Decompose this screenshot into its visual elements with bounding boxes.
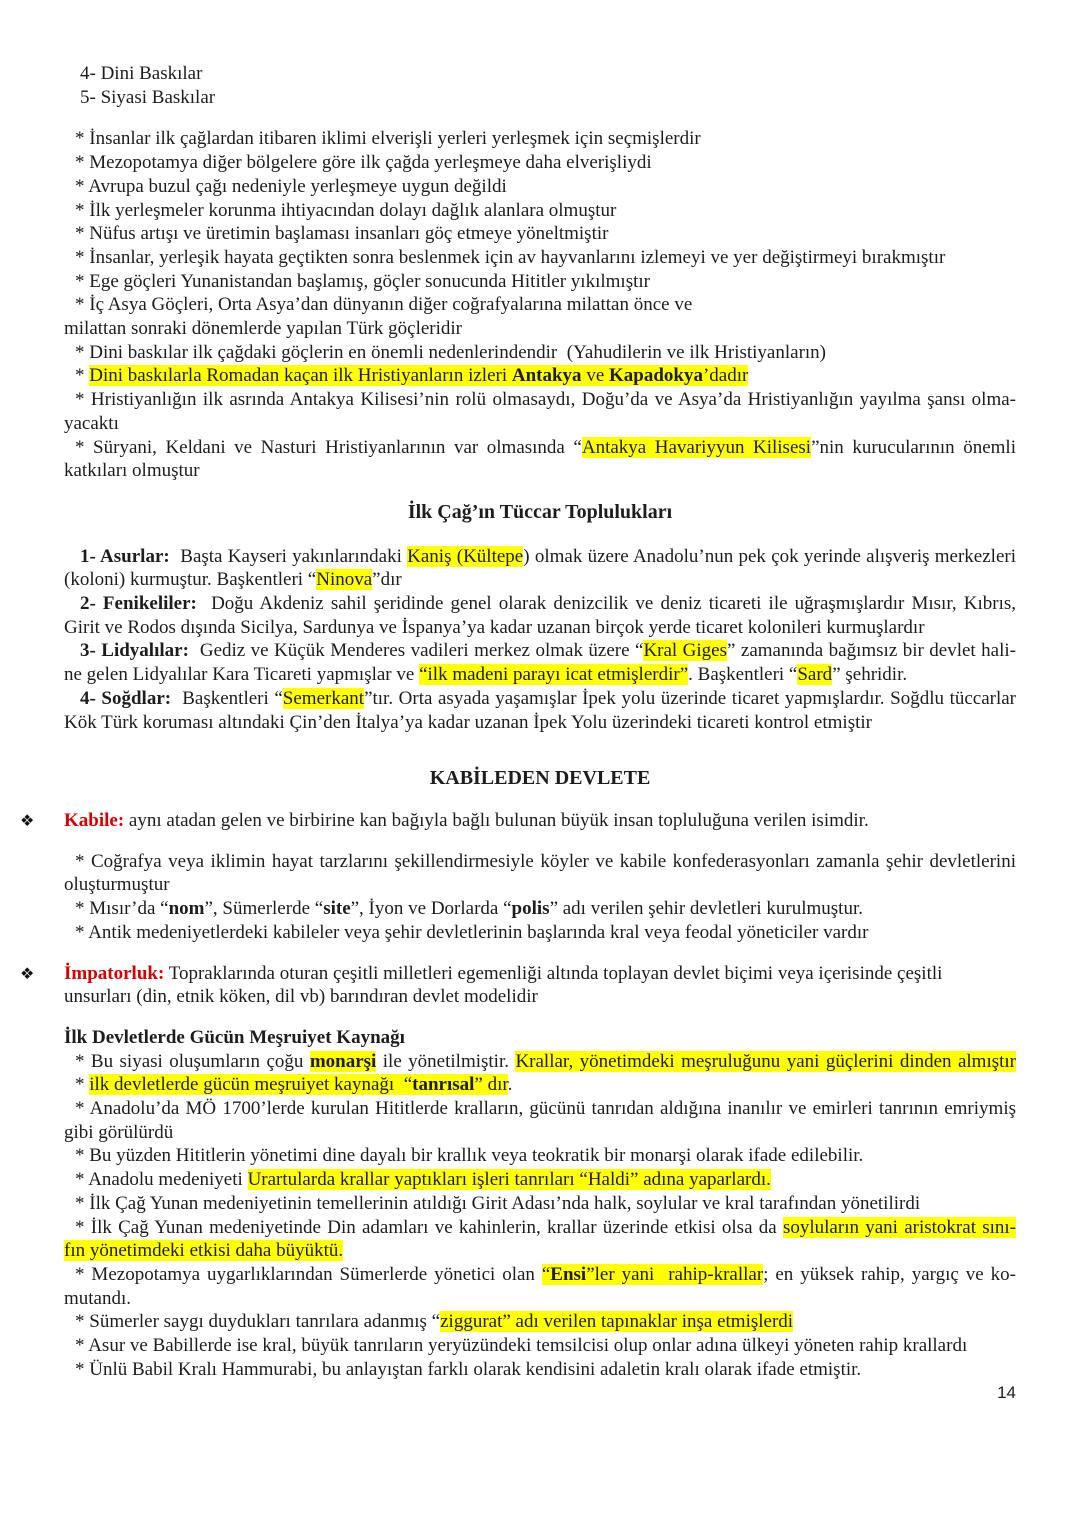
text-line xyxy=(64,592,1016,616)
highlighted-text-run: soyluların yani aristokrat sını- xyxy=(782,1216,1017,1238)
text-run: * Mezopotamya diğer bölgelere göre ilk çağda yerleşmeye daha elverişliydi xyxy=(75,152,652,174)
text-run: Kabile: xyxy=(64,809,125,831)
text-line xyxy=(64,412,1016,436)
text-run: KABİLEDEN DEVLETE xyxy=(429,767,651,790)
highlighted-text-run: Antakya xyxy=(511,365,582,387)
text-run: * xyxy=(75,365,90,387)
text-line xyxy=(64,921,1016,945)
highlighted-text-run: ve xyxy=(581,365,609,387)
text-run: 4- Soğdlar: xyxy=(80,687,172,709)
text-run: 3- Lidyalılar: xyxy=(80,640,189,662)
text-run: * Ege göçleri Yunanistandan başlamış, göçler sonucunda Hititler yıkılmıştır xyxy=(75,270,650,292)
text-run: Topraklarında oturan çeşitli milletleri egemenliği altında toplayan devlet biçimi veya içerisinde çeşitli xyxy=(164,962,943,984)
highlighted-text-run: Kral Giges xyxy=(643,640,727,662)
text-run: * Avrupa buzul çağı nedeniyle yerleşmeye uygun değildi xyxy=(75,175,507,197)
text-line xyxy=(64,1263,1016,1287)
text-line xyxy=(64,86,1016,110)
text-run: İlk Devletlerde Gücün Meşruiyet Kaynağı xyxy=(64,1026,405,1048)
text-run: ne gelen Lidyalılar Kara Ticareti yapmışlar ve xyxy=(64,664,420,686)
text-line xyxy=(64,222,1016,246)
text-run: * Mısır’da “ xyxy=(75,898,169,920)
text-run: Gediz ve Küçük Menderes vadileri merkez olmak üzere “ xyxy=(188,640,644,662)
text-line xyxy=(20,809,1016,833)
text-run: 2- Fenikeliler: xyxy=(80,593,197,615)
text-line xyxy=(64,199,1016,223)
text-run: * Mezopotamya uygarlıklarından Sümerlerde yönetici olan xyxy=(75,1263,542,1285)
text-line xyxy=(64,663,1016,687)
text-line xyxy=(64,897,1016,921)
text-line xyxy=(64,687,1016,711)
text-run: * Süryani, Keldani ve Nasturi Hristiyanlarının var olmasında “ xyxy=(75,436,582,458)
text-line xyxy=(64,1144,1016,1168)
text-run: nom xyxy=(168,898,205,920)
highlighted-text-run: tanrısal xyxy=(412,1074,475,1096)
text-line xyxy=(64,568,1016,592)
text-line xyxy=(64,127,1016,151)
text-run: İlk Çağ’ın Tüccar Toplulukları xyxy=(407,500,673,523)
text-run: 5- Siyasi Baskılar xyxy=(80,86,216,108)
section-heading xyxy=(64,767,1016,791)
text-line xyxy=(64,388,1016,412)
highlighted-text-run: Ninova xyxy=(316,569,373,591)
text-line xyxy=(64,1239,1016,1263)
text-line xyxy=(64,1050,1016,1074)
text-line xyxy=(64,151,1016,175)
text-run: site xyxy=(323,898,351,920)
text-line xyxy=(64,1216,1016,1240)
text-run: Kök Türk koruması altındaki Çin’den İtalya’ya kadar uzanan İpek Yolu üzerindeki ticareti kontrol etmiştir xyxy=(64,711,872,733)
highlighted-text-run: ’dadır xyxy=(702,365,749,387)
text-run: mutandı. xyxy=(64,1287,132,1309)
text-run: ” zamanında bağımsız bir devlet hali- xyxy=(727,640,1016,662)
text-run: ile yönetilmiştir. xyxy=(376,1050,516,1072)
text-run: * Sümerler saygı duydukları tanrılara adanmış “ xyxy=(75,1311,441,1333)
text-line xyxy=(64,850,1016,874)
text-run: ) olmak üzere Anadolu’nun pek çok yerinde alışveriş merkezleri xyxy=(523,545,1016,567)
text-run: yacaktı xyxy=(64,412,119,434)
text-line xyxy=(64,1192,1016,1216)
text-run: * İç Asya Göçleri, Orta Asya’dan dünyanın diğer coğrafyalarına milattan önce ve xyxy=(75,294,693,316)
text-run: ” adı verilen şehir devletleri kurulmuştur. xyxy=(549,898,863,920)
page-number: 14 xyxy=(997,1383,1016,1403)
highlighted-text-run: Krallar, yönetimdeki meşruluğunu yani güçlerini dinden almıştır xyxy=(515,1050,1017,1072)
text-line xyxy=(64,639,1016,663)
text-run: * Asur ve Babillerde ise kral, büyük tanrıların yeryüzündeki temsilcisi olup onlar adına ülkeyi yöneten rahip krallardı xyxy=(75,1335,968,1357)
highlighted-text-run: monarşi xyxy=(309,1050,377,1072)
text-line xyxy=(64,246,1016,270)
highlighted-text-run: Kaniş (Kültepe xyxy=(407,545,524,567)
text-run: * Dini baskılar ilk çağdaki göçlerin en önemli nedenlerindendir (Yahudilerin ve ilk Hristiyanların) xyxy=(75,341,827,363)
text-run: * İlk Çağ Yunan medeniyetinde Din adamları ve kahinlerin, krallar üzerinde etkisi olsa da xyxy=(75,1216,783,1238)
highlighted-text-run: Sard xyxy=(797,664,833,686)
text-line xyxy=(64,616,1016,640)
text-run: Başkentleri “ xyxy=(171,687,283,709)
text-run: Girit ve Rodos dışında Sicilya, Sardunya ve İspanya’ya kadar uzanan birçok yerde ticaret kolonileri kurmuşlardır xyxy=(64,616,925,638)
text-run: ; en yüksek rahip, yargıç ve ko- xyxy=(763,1263,1016,1285)
highlighted-text-run: ”ler yani rahip-krallar xyxy=(586,1263,764,1285)
text-run: * İnsanlar ilk çağlardan itibaren iklimi elverişli yerleri yerleşmek için seçmişlerdir xyxy=(75,128,701,150)
text-run: Başta Kayseri yakınlarındaki xyxy=(169,545,408,567)
text-line xyxy=(64,270,1016,294)
highlighted-text-run: Semerkant xyxy=(282,687,365,709)
highlighted-text-run: ” dır xyxy=(474,1074,508,1096)
text-run: 1- Asurlar: xyxy=(80,545,170,567)
text-run: 4- Dini Baskılar xyxy=(80,63,203,84)
text-run: * İlk yerleşmeler korunma ihtiyacından dolayı dağlık alanlara olmuştur xyxy=(75,199,617,221)
text-run: * Nüfus artışı ve üretimin başlaması insanları göç etmeye yöneltmiştir xyxy=(75,223,609,245)
text-run: * Hristiyanlığın ilk asrında Antakya Kilisesi’nin rolü olmasaydı, Doğu’da ve Asya’da Hristiyanlığın yayılma şansı olma- xyxy=(75,389,1016,411)
text-run: ”nin kurucularının önemli xyxy=(811,436,1016,458)
text-run: oluşturmuştur xyxy=(64,874,170,896)
text-line xyxy=(64,1097,1016,1121)
document-body xyxy=(20,62,1017,1381)
highlighted-text-run: “ xyxy=(541,1263,551,1285)
text-line xyxy=(64,436,1016,460)
highlighted-text-run: Ensi xyxy=(550,1263,587,1285)
text-line xyxy=(64,364,1016,388)
text-line xyxy=(64,1121,1016,1145)
diamond-bullet-icon: ❖ xyxy=(20,810,35,830)
text-line xyxy=(20,962,1016,986)
text-line xyxy=(64,459,1016,483)
text-run: * Anadolu medeniyeti xyxy=(75,1169,248,1191)
highlighted-text-run: ziggurat” adı verilen tapınaklar inşa etmişlerdi xyxy=(440,1311,794,1333)
text-run: ”tır. Orta asyada yaşamışlar İpek yolu üzerinde ticaret yapmışlardır. Soğdlu tüccarlar xyxy=(364,687,1017,709)
text-run: . xyxy=(507,1074,513,1096)
highlighted-text-run: Antakya Havariyyun Kilisesi xyxy=(581,436,812,458)
text-run: * xyxy=(75,1074,90,1096)
text-run: ”dır xyxy=(372,569,402,591)
text-run: * Ünlü Babil Kralı Hammurabi, bu anlayıştan farklı olarak kendisini adaletin kralı olarak ifade etmiştir. xyxy=(75,1358,862,1380)
text-line xyxy=(64,873,1016,897)
text-run: (koloni) kurmuştur. Başkentleri “ xyxy=(64,569,317,591)
text-run: * Bu siyasi oluşumların çoğu xyxy=(75,1050,310,1072)
text-run: ”, Sümerlerde “ xyxy=(204,898,324,920)
highlighted-text-run: fın yönetimdeki etkisi daha büyüktü. xyxy=(64,1240,344,1262)
text-run: * İnsanlar, yerleşik hayata geçtikten sonra beslenmek için av hayvanlarını izlemeyi ve yer değiştirmeyi bırakmıştır xyxy=(75,246,946,268)
text-run: İmpatorluk: xyxy=(64,962,165,984)
text-run: polis xyxy=(511,898,550,920)
text-line xyxy=(64,1168,1016,1192)
text-line xyxy=(64,1310,1016,1334)
text-line xyxy=(64,1334,1016,1358)
text-run: gibi görülürdü xyxy=(64,1121,174,1143)
text-line xyxy=(64,341,1016,365)
text-run: * Anadolu’da MÖ 1700’lerde kurulan Hititlerde kralların, gücünü tanrıdan aldığına inanılır ve emirleri tanrının emriymiş xyxy=(75,1098,1016,1120)
text-run: * İlk Çağ Yunan medeniyetinin temellerinin atıldığı Girit Adası’nda halk, soylular ve kral tarafından yönetilirdi xyxy=(75,1192,921,1214)
text-run: Doğu Akdeniz sahil şeridinde genel olarak denizcilik ve deniz ticareti ile uğraşmışlardır Mısır, Kıbrıs, xyxy=(196,593,1017,615)
text-run: ”, İyon ve Dorlarda “ xyxy=(350,898,512,920)
highlighted-text-run: Kapadokya xyxy=(609,365,703,387)
highlighted-text-run: Urartularda krallar yaptıkları işleri tanrıları “Haldi” adına yaparlardı. xyxy=(247,1169,771,1191)
highlighted-text-run: “ilk madeni parayı icat etmişlerdir” xyxy=(419,664,689,686)
text-line xyxy=(64,545,1016,569)
text-line xyxy=(64,1026,1016,1050)
text-run: aynı atadan gelen ve birbirine kan bağıyla bağlı bulunan büyük insan topluluğuna verilen isimdir. xyxy=(124,809,869,831)
text-run: katkıları olmuştur xyxy=(64,460,200,482)
text-run: milattan sonraki dönemlerde yapılan Türk göçleridir xyxy=(64,318,462,340)
text-run: * Coğrafya veya iklimin hayat tarzlarını şekillendirmesiyle köyler ve kabile konfederasyonları zamanla şehir devletlerini xyxy=(75,850,1016,872)
text-line xyxy=(64,317,1016,341)
highlighted-text-run: ilk devletlerde gücün meşruiyet kaynağı “ xyxy=(89,1074,413,1096)
highlighted-text-run: Dini baskılarla Romadan kaçan ilk Hristiyanların izleri xyxy=(89,365,512,387)
text-line xyxy=(64,1073,1016,1097)
diamond-bullet-icon: ❖ xyxy=(20,963,35,983)
text-line xyxy=(64,1287,1016,1311)
text-line xyxy=(64,711,1016,735)
text-run: * Bu yüzden Hititlerin yönetimi dine dayalı bir krallık veya teokratik bir monarşi olarak ifade edilebilir. xyxy=(75,1145,864,1167)
text-line xyxy=(64,1358,1016,1382)
text-run: * Antik medeniyetlerdeki kabileler veya şehir devletlerinin başlarında kral veya feodal yöneticiler vardır xyxy=(75,921,869,943)
text-run: ” şehridir. xyxy=(832,664,908,686)
text-line xyxy=(64,293,1016,317)
text-line xyxy=(64,985,1016,1009)
text-line xyxy=(64,62,1016,86)
text-run: . Başkentleri “ xyxy=(688,664,798,686)
section-heading xyxy=(64,501,1016,525)
text-run: unsurları (din, etnik köken, dil vb) barındıran devlet modelidir xyxy=(64,986,538,1008)
text-line xyxy=(64,175,1016,199)
